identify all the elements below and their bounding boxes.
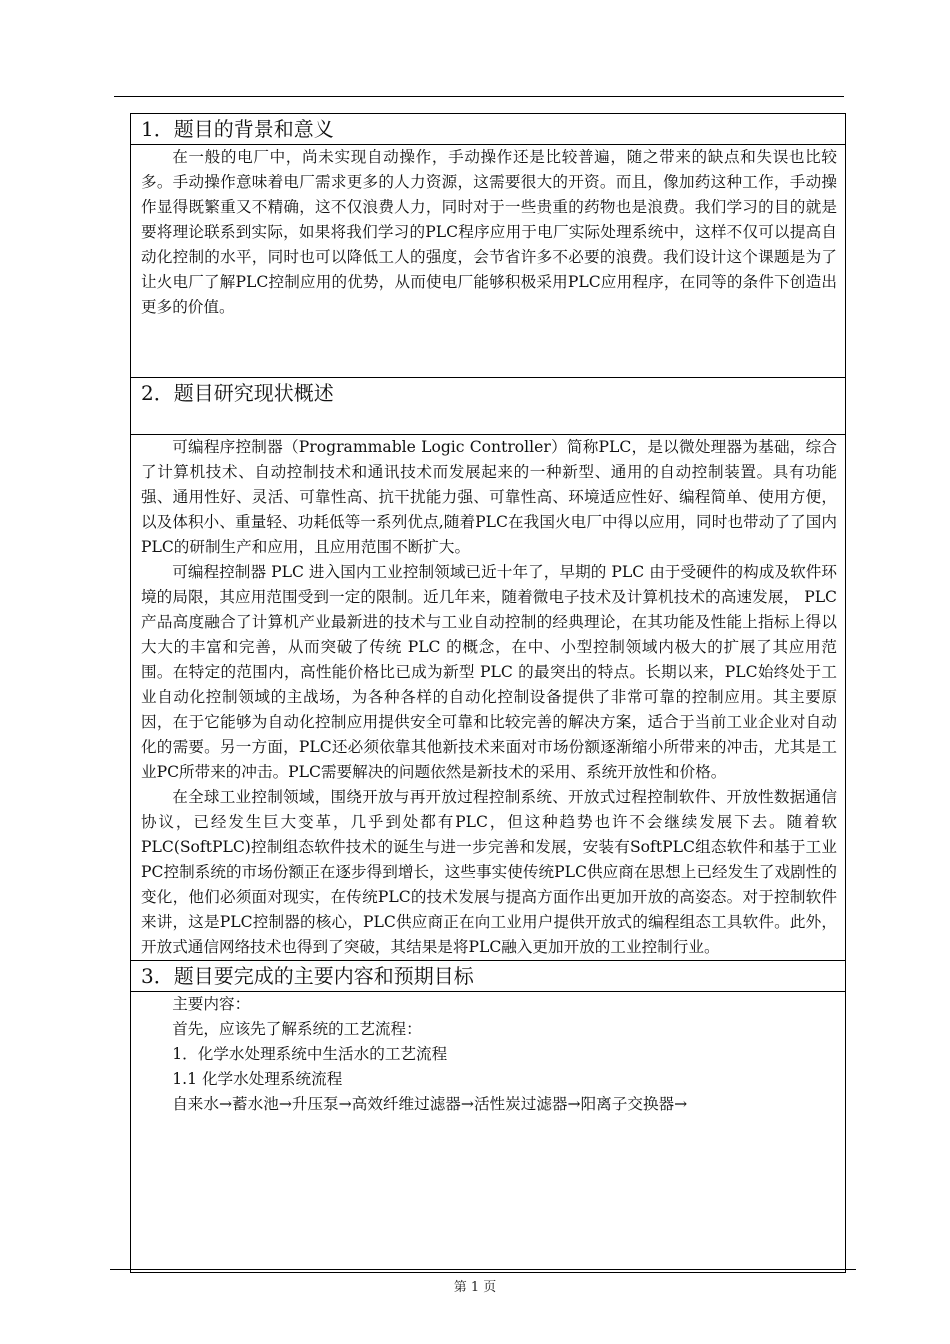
section-1-body	[131, 145, 846, 378]
section-3-line: 自来水→蓄水池→升压泵→高效纤维过滤器→活性炭过滤器→阳离子交换器→	[172, 1095, 688, 1113]
section-2-paragraph: 在全球工业控制领域，围绕开放与再开放过程控制系统、开放式过程控制软件、开放性数据通信协议，已经发生巨大变革，几乎到处都有PLC，但这种趋势也许不会继续发展下去。随着软PLC(SoftPLC)控制组态软件技术的诞生与进一步完善和发展，安装有SoftPLC组态软件和基于工业PC控制系统的市场份额正在逐步得到增长，这些事实使传统PLC供应商在思想上已经发生了戏剧性的变化，他们必须面对现实，在传统PLC的技术发展与提高方面作出更加开放的高姿态。对于控制软件来讲，这是PLC控制器的核心，PLC供应商正在向工业用户提供开放式的编程组态工具软件。此外，开放式通信网络技术也得到了突破，其结果是将PLC融入更加开放的工业控制行业。	[141, 788, 837, 956]
section-2-heading: 2．题目研究现状概述	[131, 378, 846, 435]
section-3-line: 1.1 化学水处理系统流程	[172, 1070, 343, 1088]
section-3-line: 首先，应该先了解系统的工艺流程：	[172, 1020, 422, 1038]
section-1-paragraph: 在一般的电厂中，尚未实现自动操作，手动操作还是比较普遍，随之带来的缺点和失误也比较多。手动操作意味着电厂需求更多的人力资源，这需要很大的开资。而且，像加药这种工作，手动操作显得既繁重又不精确，这不仅浪费人力，同时对于一些贵重的药物也是浪费。我们学习的目的就是要将理论联系到实际，如果将我们学习的PLC程序应用于电厂实际处理系统中，这样不仅可以提高自动化控制的水平，同时也可以降低工人的强度，会节省许多不必要的浪费。我们设计这个课题是为了让火电厂了解PLC控制应用的优势，从而使电厂能够积极采用PLC应用程序，在同等的条件下创造出更多的价值。	[141, 148, 837, 316]
header-rule	[114, 96, 844, 97]
section-3-line: 主要内容：	[172, 995, 251, 1013]
proposal-table	[130, 113, 846, 1273]
footer-rule	[110, 1269, 856, 1270]
section-3-heading: 3．题目要完成的主要内容和预期目标	[131, 961, 846, 992]
section-2-body	[131, 435, 846, 961]
section-3-line: 1．化学水处理系统中生活水的工艺流程	[172, 1045, 448, 1063]
section-2-paragraph: 可编程控制器 PLC 进入国内工业控制领域已近十年了，早期的 PLC 由于受硬件的构成及软件环境的局限，其应用范围受到一定的限制。近几年来，随着微电子技术及计算机技术的高速发展， PLC 产品高度融合了计算机产业最新进的技术与工业自动控制的经典理论，在其功能及性能上指标上得以大大的丰富和完善，从而突破了传统 PLC 的概念，在中、小型控制领域内极大的扩展了其应用范围。在特定的范围内，高性能价格比已成为新型 PLC 的最突出的特点。长期以来，PLC始终处于工业自动化控制领域的主战场，为各种各样的自动化控制设备提供了非常可靠的控制应用。其主要原因，在于它能够为自动化控制应用提供安全可靠和比较完善的解决方案，适合于当前工业企业对自动化的需要。另一方面，PLC还必须依靠其他新技术来面对市场份额逐渐缩小所带来的冲击，尤其是工业PC所带来的冲击。PLC需要解决的问题依然是新技术的采用、系统开放性和价格。	[141, 563, 837, 781]
section-3-body	[131, 992, 846, 1273]
page-number: 第 1 页	[453, 1280, 497, 1295]
section-2-paragraph: 可编程序控制器（Programmable Logic Controller）简称PLC，是以微处理器为基础，综合了计算机技术、自动控制技术和通讯技术而发展起来的一种新型、通用的自动控制装置。具有功能强、通用性好、灵活、可靠性高、抗干扰能力强、可靠性高、环境适应性好、编程简单、使用方便，以及体积小、重量轻、功耗低等一系列优点,随着PLC在我国火电厂中得以应用，同时也带动了了国内PLC的研制生产和应用，且应用范围不断扩大。	[141, 438, 837, 556]
section-1-heading: 1．题目的背景和意义	[131, 114, 846, 145]
